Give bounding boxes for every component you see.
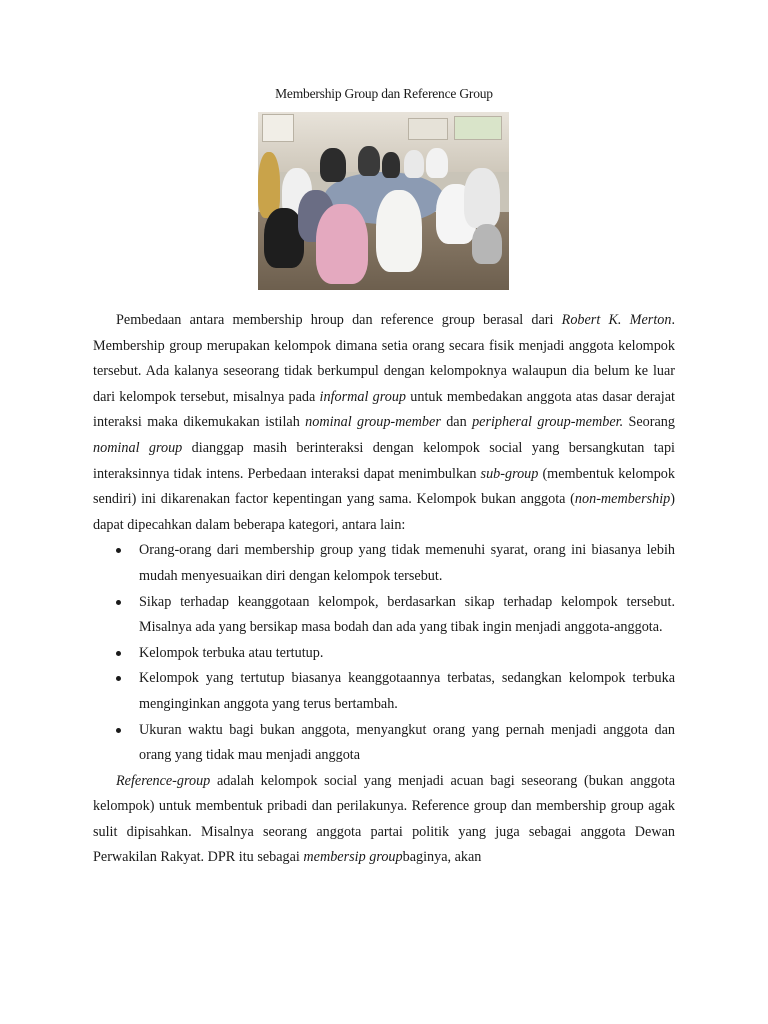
photo-person [426, 148, 448, 178]
photo-person [472, 224, 502, 264]
photo-person [404, 150, 424, 178]
photo-person [464, 168, 500, 228]
photo-wall-poster [454, 116, 502, 140]
photo-window [262, 114, 294, 142]
body-text [93, 308, 675, 871]
list-item: Kelompok yang tertutup biasanya keanggotaannya terbatas, sedangkan kelompok terbuka menginginkan anggota yang terus bertambah. [93, 666, 675, 717]
list-item: Orang-orang dari membership group yang tidak memenuhi syarat, orang ini biasanya lebih mudah menyesuaikan diri dengan kelompok tersebut. [93, 538, 675, 589]
photo-person [316, 204, 368, 284]
photo-person [320, 148, 346, 182]
photo-person [382, 152, 400, 178]
list-item: Ukuran waktu bagi bukan anggota, menyangkut orang yang pernah menjadi anggota dan orang yang tidak mau menjadi anggota [93, 718, 675, 769]
page-title: Membership Group dan Reference Group [275, 86, 493, 101]
list-item: Sikap terhadap keanggotaan kelompok, berdasarkan sikap terhadap kelompok tersebut. Misalnya ada yang bersikap masa bodah dan ada yang tibak ingin menjadi anggota-anggota. [93, 590, 675, 641]
category-list [93, 538, 675, 768]
paragraph-membership: Pembedaan antara membership hroup dan reference group berasal dari Robert K. Merton. Membership group merupakan kelompok dimana setia orang secara fisik menjadi anggota kelompok tersebut. Ada kalanya seseorang tidak berkumpul dengan kelompoknya walaupun dia belum ke luar dari kelompok tersebut, misalnya pada informal group untuk membedakan anggota atas dasar derajat interaksi maka dikemukakan istilah nominal group-member dan peripheral group-member. Seorang nominal group dianggap masih berinteraksi dengan kelompok social yang bersangkutan tapi interaksinnya tidak intens. Perbedaan interaksi dapat menimbulkan sub-group (membentuk kelompok sendiri) ini dikarenakan factor kepentingan yang sama. Kelompok bukan anggota (non-membership) dapat dipecahkan dalam beberapa kategori, antara lain: [93, 312, 675, 533]
photo-person [358, 146, 380, 176]
paragraph-reference: Reference-group adalah kelompok social yang menjadi acuan bagi seseorang (bukan anggota kelompok) untuk membentuk pribadi dan perilakunya. Reference group dan membership group agak sulit dipisahkan. Misalnya seorang anggota partai politik yang juga sebagai anggota Dewan Perwakilan Rakyat. DPR itu sebagai membersip groupbaginya, akan [93, 772, 675, 866]
list-item: Kelompok terbuka atau tertutup. [93, 641, 675, 667]
group-discussion-photo [258, 112, 509, 290]
photo-person [376, 190, 422, 272]
photo-wall-poster [408, 118, 448, 140]
